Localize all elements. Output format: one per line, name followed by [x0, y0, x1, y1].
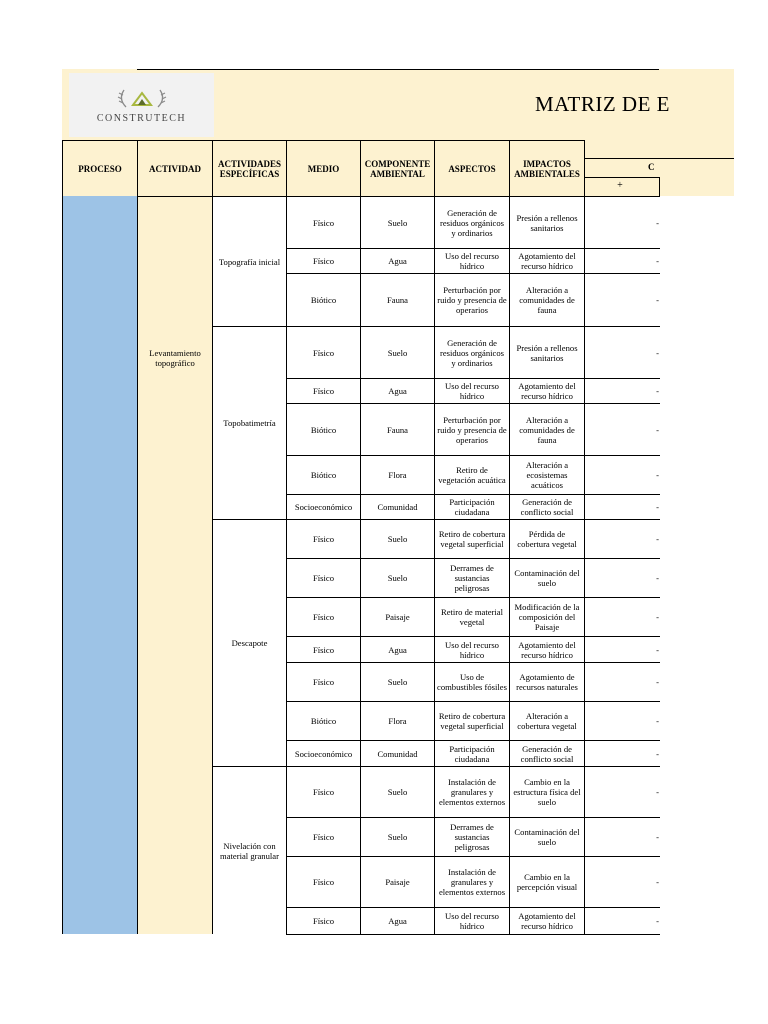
aspecto-cell: Participación ciudadana	[434, 494, 510, 520]
company-logo	[69, 73, 214, 137]
proceso-column	[62, 196, 138, 934]
componente-cell: Suelo	[360, 662, 435, 702]
sign-cell: -	[584, 701, 660, 741]
impacto-cell: Alteración a cobertura vegetal	[509, 701, 585, 741]
medio-cell: Físico	[286, 766, 361, 818]
medio-cell: Físico	[286, 558, 361, 598]
componente-cell: Paisaje	[360, 856, 435, 908]
impacto-cell: Presión a rellenos sanitarios	[509, 196, 585, 249]
componente-cell: Suelo	[360, 519, 435, 559]
impacto-cell: Alteración a comunidades de fauna	[509, 273, 585, 327]
medio-cell: Socioeconómico	[286, 494, 361, 520]
aspecto-cell: Uso del recurso hídrico	[434, 636, 510, 663]
specific-activity: Nivelación con material granular	[212, 766, 287, 934]
componente-cell: Agua	[360, 378, 435, 404]
componente-cell: Suelo	[360, 817, 435, 857]
componente-cell: Suelo	[360, 558, 435, 598]
medio-cell: Físico	[286, 907, 361, 935]
aspecto-cell: Retiro de vegetación acuática	[434, 455, 510, 495]
componente-cell: Suelo	[360, 326, 435, 379]
header-partial-letter: C	[648, 162, 655, 172]
aspecto-cell: Derrames de sustancias peligrosas	[434, 817, 510, 857]
impacto-cell: Cambio en la estructura física del suelo	[509, 766, 585, 818]
sign-cell: -	[584, 907, 660, 935]
impacto-cell: Presión a rellenos sanitarios	[509, 326, 585, 379]
aspecto-cell: Instalación de granulares y elementos externos	[434, 766, 510, 818]
aspecto-cell: Uso del recurso hídrico	[434, 248, 510, 274]
aspecto-cell: Retiro de cobertura vegetal superficial	[434, 519, 510, 559]
medio-cell: Físico	[286, 326, 361, 379]
medio-cell: Físico	[286, 856, 361, 908]
aspecto-cell: Generación de residuos orgánicos y ordinarios	[434, 326, 510, 379]
sign-cell: -	[584, 273, 660, 327]
header-partial-rule	[584, 158, 734, 159]
componente-cell: Fauna	[360, 403, 435, 456]
medio-cell: Físico	[286, 662, 361, 702]
medio-cell: Físico	[286, 378, 361, 404]
impacto-cell: Modificación de la composición del Paisaje	[509, 597, 585, 637]
sign-cell: -	[584, 494, 660, 520]
actividad-blank	[137, 519, 213, 934]
impacto-cell: Alteración a ecosistemas acuáticos	[509, 455, 585, 495]
laurel-triangle-icon	[112, 87, 172, 111]
componente-cell: Paisaje	[360, 597, 435, 637]
specific-activity: Topobatimetría	[212, 326, 287, 520]
aspecto-cell: Retiro de cobertura vegetal superficial	[434, 701, 510, 741]
specific-activity: Topografía inicial	[212, 196, 287, 327]
aspecto-cell: Perturbación por ruido y presencia de operarios	[434, 403, 510, 456]
sign-cell: -	[584, 403, 660, 456]
componente-cell: Fauna	[360, 273, 435, 327]
specific-activity: Descapote	[212, 519, 287, 767]
medio-cell: Físico	[286, 817, 361, 857]
sign-cell: -	[584, 326, 660, 379]
sign-cell: -	[584, 248, 660, 274]
aspecto-cell: Uso del recurso hídrico	[434, 378, 510, 404]
sign-cell: -	[584, 740, 660, 767]
medio-cell: Biótico	[286, 701, 361, 741]
impacto-cell: Cambio en la percepción visual	[509, 856, 585, 908]
header-impactos-ambientales: IMPACTOS AMBIENTALES	[509, 140, 585, 197]
componente-cell: Flora	[360, 455, 435, 495]
aspecto-cell: Participación ciudadana	[434, 740, 510, 767]
aspecto-cell: Instalación de granulares y elementos externos	[434, 856, 510, 908]
header-actividades-especificas: ACTIVIDADES ESPECÍFICAS	[212, 140, 287, 197]
document-title: MATRIZ DE E	[535, 92, 670, 116]
sign-cell: -	[584, 378, 660, 404]
sign-cell: -	[584, 597, 660, 637]
medio-cell: Biótico	[286, 455, 361, 495]
sign-cell: -	[584, 817, 660, 857]
impacto-cell: Alteración a comunidades de fauna	[509, 403, 585, 456]
componente-cell: Agua	[360, 636, 435, 663]
componente-cell: Suelo	[360, 196, 435, 249]
title-top-rule	[137, 69, 659, 70]
impacto-cell: Agotamiento del recurso hídrico	[509, 248, 585, 274]
medio-cell: Físico	[286, 636, 361, 663]
sign-cell: -	[584, 196, 660, 249]
impacto-cell: Contaminación del suelo	[509, 558, 585, 598]
aspecto-cell: Uso de combustibles fósiles	[434, 662, 510, 702]
sign-cell: -	[584, 636, 660, 663]
header-actividad: ACTIVIDAD	[137, 140, 213, 197]
impacto-cell: Agotamiento del recurso hídrico	[509, 636, 585, 663]
medio-cell: Físico	[286, 196, 361, 249]
actividad-levantamiento: Levantamiento topográfico	[137, 196, 213, 520]
header-aspectos: ASPECTOS	[434, 140, 510, 197]
logo-text: CONSTRUTECH	[96, 112, 187, 124]
impacto-cell: Agotamiento del recurso hídrico	[509, 907, 585, 935]
header-componente-ambiental: COMPONENTE AMBIENTAL	[360, 140, 435, 197]
componente-cell: Agua	[360, 248, 435, 274]
componente-cell: Agua	[360, 907, 435, 935]
componente-cell: Comunidad	[360, 494, 435, 520]
header-plus-sign: +	[617, 180, 623, 191]
impacto-cell: Agotamiento del recurso hídrico	[509, 378, 585, 404]
sign-cell: -	[584, 662, 660, 702]
header-proceso: PROCESO	[62, 140, 138, 197]
impacto-cell: Agotamiento de recursos naturales	[509, 662, 585, 702]
medio-cell: Biótico	[286, 273, 361, 327]
impacto-cell: Generación de conflicto social	[509, 740, 585, 767]
componente-cell: Comunidad	[360, 740, 435, 767]
sign-cell: -	[584, 519, 660, 559]
sign-cell: -	[584, 856, 660, 908]
componente-cell: Flora	[360, 701, 435, 741]
aspecto-cell: Uso del recurso hídrico	[434, 907, 510, 935]
aspecto-cell: Derrames de sustancias peligrosas	[434, 558, 510, 598]
aspecto-cell: Retiro de material vegetal	[434, 597, 510, 637]
medio-cell: Físico	[286, 597, 361, 637]
medio-cell: Socioeconómico	[286, 740, 361, 767]
sign-cell: -	[584, 766, 660, 818]
medio-cell: Físico	[286, 519, 361, 559]
impacto-cell: Contaminación del suelo	[509, 817, 585, 857]
header-medio: MEDIO	[286, 140, 361, 197]
sign-cell: -	[584, 455, 660, 495]
medio-cell: Biótico	[286, 403, 361, 456]
medio-cell: Físico	[286, 248, 361, 274]
impacto-cell: Generación de conflicto social	[509, 494, 585, 520]
componente-cell: Suelo	[360, 766, 435, 818]
aspecto-cell: Generación de residuos orgánicos y ordinarios	[434, 196, 510, 249]
impacto-cell: Pérdida de cobertura vegetal	[509, 519, 585, 559]
aspecto-cell: Perturbación por ruido y presencia de operarios	[434, 273, 510, 327]
sign-cell: -	[584, 558, 660, 598]
